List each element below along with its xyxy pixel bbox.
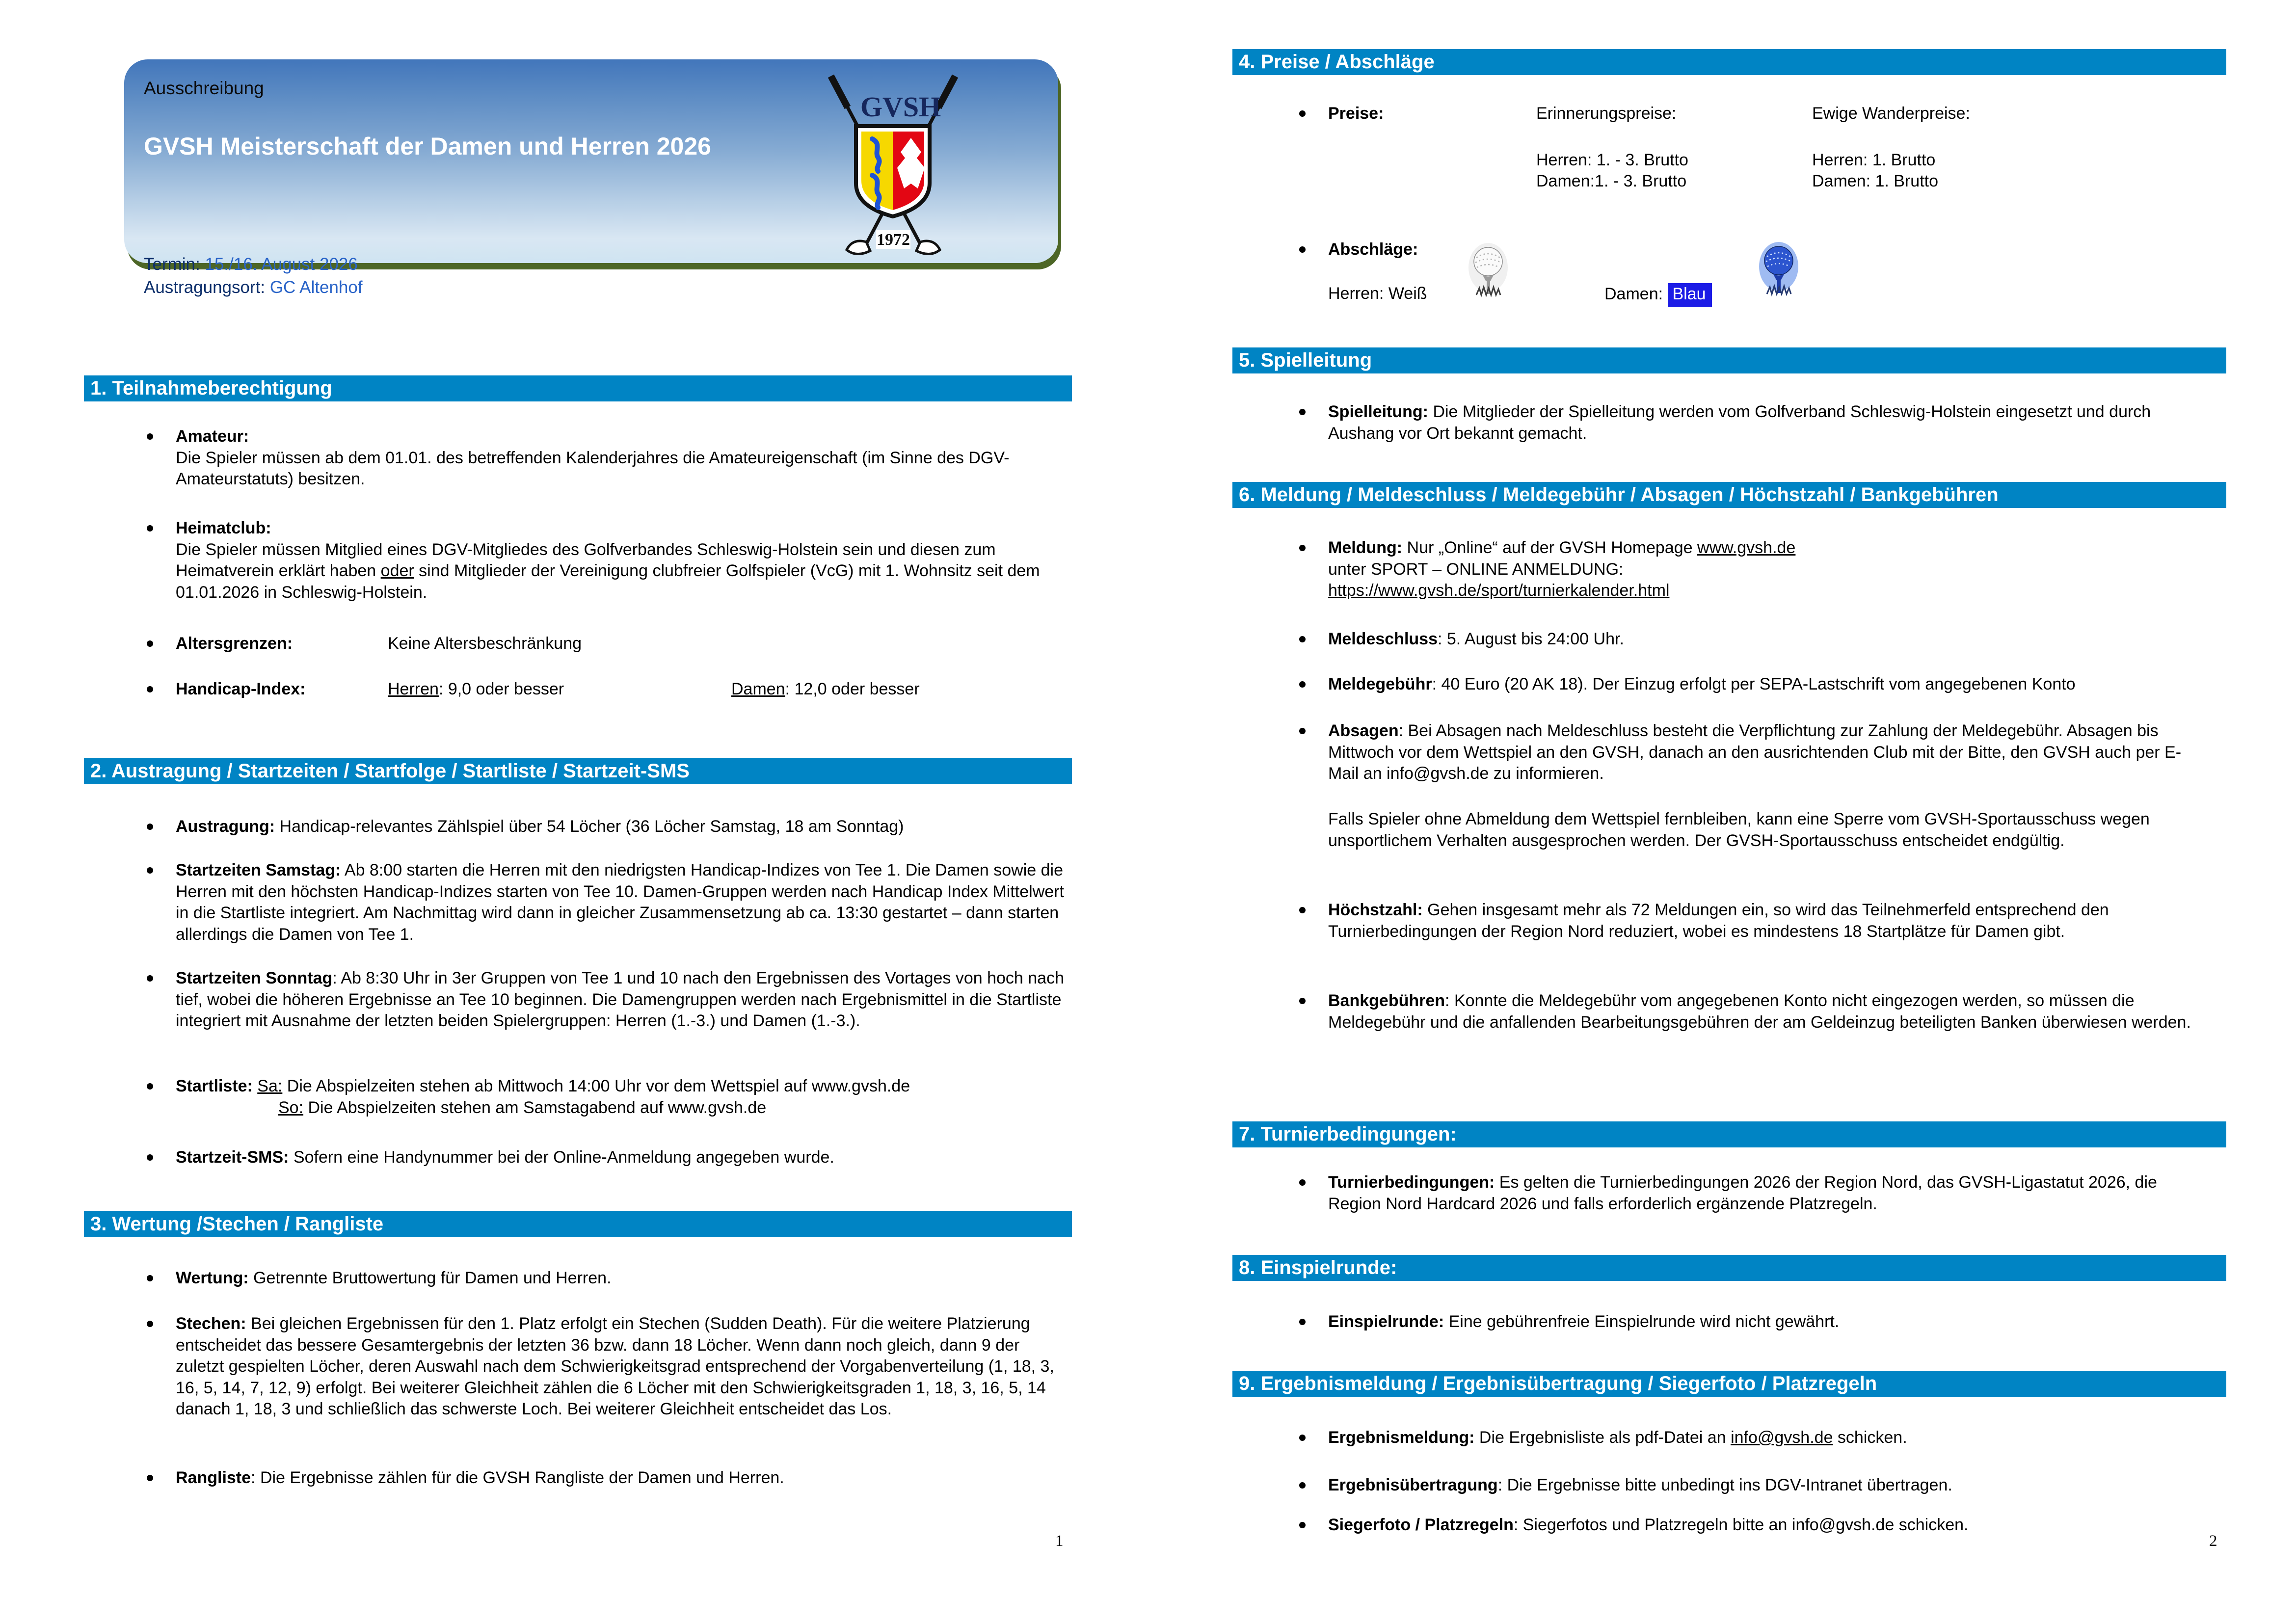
bullet-text: : Bei Absagen nach Meldeschluss besteht die Verpflichtung zur Zahlung der Meldegebühr. Absagen bis Mittwoch vor dem Wettspiel an den GVSH, danach an den ausrichtenden Club mit der Bitte, den GVSH auch per E-Mail an info@gvsh.de zu informieren. [1328,721,2182,783]
section-header-3: 3. Wertung /Stechen / Rangliste [84,1211,1072,1237]
bullet-text: : Die Ergebnisse bitte unbedingt ins DGV-Intranet übertragen. [1497,1476,1952,1494]
golf-ball-tee-blue-icon [1753,241,1805,301]
section-header-5: 5. Spielleitung [1232,347,2226,373]
turnierkalender-link[interactable]: https://www.gvsh.de/sport/turnierkalender.html [1328,581,1670,600]
bullet-meldeschluss [1328,629,2212,650]
bullet-text: Die Mitglieder der Spielleitung werden vom Golfverband Schleswig-Holstein eingesetzt und durch Aushang vor Ort bekannt gemacht. [1328,402,2151,443]
meldung-line-1 [1328,537,2212,559]
text-segment: : 12,0 oder besser [785,680,920,698]
erinnerung-damen: Damen:1. - 3. Brutto [1536,172,1687,190]
bullet-label: Abschläge: [1328,240,1418,259]
bullet-text: : Ab 8:30 Uhr in 3er Gruppen von Tee 1 und 10 nach den Ergebnissen des Vortages von hoch nach tief, wobei die höheren Ergebnisse an Tee 10 beginnen. Die Damengruppen werden nach Ergebnismittel in die Startliste integriert mit Ausnahme der letzten beiden Spielergruppen: Herren (1.-3.) und Damen (1.-3.). [176,969,1065,1030]
erinnerung-herren: Herren: 1. - 3. Brutto [1536,151,1688,169]
bullet-label: Absagen [1328,721,1399,740]
bullet-ergebnisuebertragung [1328,1475,2212,1496]
bullet-label: Rangliste [176,1468,251,1487]
startliste-line-so [176,1097,1065,1119]
bullet-amateur [176,426,1065,490]
text-segment: Nur „Online“ auf der GVSH Homepage [1402,538,1698,557]
section-header-7: 7. Turnierbedingungen: [1232,1121,2226,1147]
bullet-startzeiten-sonntag [176,968,1065,1032]
bullet-spielleitung [1328,401,2212,444]
bullet-text [176,539,1065,604]
bullet-text: Gehen insgesamt mehr als 72 Meldungen ein, so wird das Teilnehmerfeld entsprechend den Turnierbedingungen der Region Nord reduziert, wobei es mindestens 18 Startplätze für Damen gibt. [1328,901,2109,941]
bullet-label: Ergebnismeldung: [1328,1428,1475,1447]
document-title: GVSH Meisterschaft der Damen und Herren 2026 [144,133,711,160]
bullet-label: Stechen: [176,1314,246,1333]
text-segment: Die Spieler müssen Mitglied eines DGV-Mitgliedes des Golfverbandes Schleswig-Holstein sein und diesen zum Heimatverein erklärt haben [176,540,996,580]
bullet-stechen [176,1313,1065,1420]
golf-ball-tee-white-icon [1463,242,1514,302]
section-header-2: 2. Austragung / Startzeiten / Startfolge / Startliste / Startzeit-SMS [84,758,1072,784]
section-header-8: 8. Einspielrunde: [1232,1255,2226,1281]
bullet-label: Amateur: [176,427,249,446]
bullet-text: : Die Ergebnisse zählen für die GVSH Rangliste der Damen und Herren. [251,1468,784,1487]
austragungsort-line [144,278,363,297]
banner-eyebrow: Ausschreibung [144,78,264,98]
bullet-label: Siegerfoto / Platzregeln [1328,1516,1514,1534]
bullet-label: Höchstzahl: [1328,901,1423,919]
bullet-label: Preise: [1328,104,1384,123]
bullet-text: : 40 Euro (20 AK 18). Der Einzug erfolgt per SEPA-Lastschrift vom angegebenen Konto [1432,675,2076,693]
bullet-startzeiten-samstag [176,860,1065,945]
bullet-bankgebuehren [1328,990,2212,1033]
bullet-text: Bei gleichen Ergebnissen für den 1. Platz erfolgt ein Stechen (Sudden Death). Für die weitere Platzierung entscheidet das bessere Gesamtergebnis der letzten 36 bzw. dann 18 Löcher. Wenn dann noch gleich, dann 9 der zuletzt gespielten Löcher, deren Auswahl nach dem Schwierigkeitsgrad entsprechend der Vorgabenverteilung (1, 18, 3, 16, 5, 14, 7, 12, 9) erfolgt. Bei weiterer Gleichheit zählen die 6 Löcher mit den Schwierigkeitsgraden 1, 18, 3, 16, 5, 14 danach 1, 18, 3 und schließlich das schwerste Loch. Bei weiterer Gleichheit entscheidet das Los. [176,1314,1054,1418]
bullet-label: Ergebnisübertragung [1328,1476,1498,1494]
termin-line [144,255,358,274]
bullet-preise [1328,103,2212,260]
bullet-absagen [1328,720,2212,785]
bullet-startliste [176,1076,1065,1118]
bullet-meldung [1328,537,2212,602]
section-header-9: 9. Ergebnismeldung / Ergebnisübertragung / Siegerfoto / Platzregeln [1232,1371,2226,1397]
bullet-label: Bankgebühren [1328,991,1445,1010]
section-header-6: 6. Meldung / Meldeschluss / Meldegebühr / Absagen / Höchstzahl / Bankgebühren [1232,482,2226,508]
bullet-text: Eine gebührenfreie Einspielrunde wird nicht gewährt. [1444,1312,1840,1331]
bullet-label: Turnierbedingungen: [1328,1173,1495,1192]
alters-value: Keine Altersbeschränkung [388,634,582,653]
termin-value: 15./16. August 2026 [200,255,358,274]
austragungsort-value: GC Altenhof [265,278,363,297]
homepage-link[interactable]: www.gvsh.de [1697,538,1796,557]
austragungsort-label: Austragungsort: [144,278,266,297]
bullet-label: Spielleitung: [1328,402,1428,421]
bullet-text: Handicap-relevantes Zählspiel über 54 Löcher (36 Löcher Samstag, 18 am Sonntag) [275,817,904,836]
email-link[interactable]: info@gvsh.de [1731,1428,1833,1447]
bullet-label: Wertung: [176,1269,249,1287]
col-wanderpreise: Ewige Wanderpreise: [1812,104,1970,123]
bullet-startzeit-sms [176,1147,1065,1169]
bullet-label: Startzeit-SMS: [176,1148,289,1167]
bullet-label: Einspielrunde: [1328,1312,1444,1331]
bullet-siegerfoto-platzregeln [1328,1515,2212,1536]
bullet-label: Meldegebühr [1328,675,1432,693]
bullet-rangliste [176,1467,1065,1489]
damen-tee-color-badge: Blau [1668,283,1712,307]
bullet-text: : Konnte die Meldegebühr vom angegebenen Konto nicht eingezogen werden, so müssen die Meldegebühr und die anfallenden Bearbeitungsgebühren der am Geldeinzug beteiligten Banken überwiesen werden. [1328,991,2191,1032]
page-number: 1 [1055,1532,1064,1550]
svg-text:GVSH: GVSH [860,91,941,123]
text-segment: : 9,0 oder besser [438,680,564,698]
wander-damen: Damen: 1. Brutto [1812,172,1939,190]
section-header-1: 1. Teilnahmeberechtigung [84,375,1072,401]
startliste-line-sa [176,1076,1065,1097]
hcp-herren [388,679,564,700]
bullet-einspielrunde [1328,1311,2212,1333]
col-erinnerungspreise: Erinnerungspreise: [1536,104,1677,123]
svg-text:1972: 1972 [877,231,910,249]
bullet-label: Austragung: [176,817,275,836]
underlined-word: Herren [388,680,439,698]
underlined-word: oder [380,561,414,580]
bullet-hoechstzahl [1328,900,2212,942]
text-segment: Damen: [1604,285,1668,303]
bullet-text: Sofern eine Handynummer bei der Online-Anmeldung angegeben wurde. [289,1148,834,1167]
termin-label: Termin: [144,255,200,274]
bullet-label: Meldung: [1328,538,1403,557]
bullet-label: Altersgrenzen: [176,634,293,653]
text-segment: Die Ergebnisliste als pdf-Datei an [1474,1428,1731,1447]
bullet-label: Startliste: [176,1077,258,1095]
bullet-label: Heimatclub: [176,519,271,537]
wander-herren: Herren: 1. Brutto [1812,151,1936,169]
underlined-word: Damen [731,680,785,698]
bullet-meldegebuehr [1328,674,2212,695]
underlined-word: So: [278,1098,304,1117]
bullet-text: Es gelten die Turnierbedingungen 2026 der Region Nord, das GVSH-Ligastatut 2026, die Region Nord Hardcard 2026 und falls erforderlich ergänzende Platzregeln. [1328,1173,2157,1213]
bullet-turnierbedingungen [1328,1172,2212,1215]
page-number: 2 [2209,1532,2217,1550]
abschlag-herren: Herren: Weiß [1328,284,1427,303]
bullet-label: Startzeiten Samstag: [176,861,341,879]
bullet-label: Meldeschluss [1328,630,1438,648]
bullet-label: Handicap-Index: [176,680,306,698]
bullet-altersgrenzen [176,633,1065,655]
bullet-text: : Siegerfotos und Platzregeln bitte an info@gvsh.de schicken. [1513,1516,1969,1534]
title-banner [124,59,1058,297]
bullet-ergebnismeldung [1328,1427,2212,1449]
paragraph-sperre: Falls Spieler ohne Abmeldung dem Wettspiel fernbleiben, kann eine Sperre vom GVSH-Sportausschuss wegen unsportlichem Verhalten ausgesprochen werden. Der GVSH-Sportausschuss entscheidet endgültig. [1328,810,2150,850]
meldung-line-2: unter SPORT – ONLINE ANMELDUNG: [1328,559,1624,579]
page-2 [1148,0,2296,1623]
bullet-wertung [176,1268,1065,1289]
underlined-word: Sa: [257,1077,283,1095]
abschlag-damen [1604,283,1712,307]
text-segment: Die Abspielzeiten stehen ab Mittwoch 14:00 Uhr vor dem Wettspiel auf www.gvsh.de [282,1077,910,1095]
bullet-text: : 5. August bis 24:00 Uhr. [1437,630,1624,648]
bullet-handicap-index [176,679,1065,700]
bullet-heimatclub [176,518,1065,603]
text-segment: Die Abspielzeiten stehen am Samstagabend auf www.gvsh.de [303,1098,767,1117]
bullet-abschlaege [1328,239,2212,352]
hcp-damen [731,679,920,700]
gvsh-crest-icon [814,71,972,255]
bullet-austragung [176,816,1065,838]
bullet-text: Die Spieler müssen ab dem 01.01. des betreffenden Kalenderjahres die Amateureigenschaft (im Sinne des DGV-Amateurstatuts) besitzen. [176,448,1010,488]
text-segment: schicken. [1833,1428,1907,1447]
text-segment: sind Mitglieder der Vereinigung clubfreier Golfspieler (VcG) mit 1. Wohnsitz seit dem 01.01.2026 in Schleswig-Holstein. [176,561,1040,602]
section-header-4: 4. Preise / Abschläge [1232,49,2226,75]
bullet-text: Ab 8:00 starten die Herren mit den niedrigsten Handicap-Indizes von Tee 1. Die Damen sowie die Herren mit den höchsten Handicap-Indizes starten von Tee 10. Damen-Gruppen werden nach Handicap Index Mittelwert in die Startliste integriert. Am Nachmittag wird dann in gleicher Zusammensetzung ab ca. 13:30 gestartet – dann starten allerdings die Damen von Tee 1. [176,861,1064,944]
bullet-label: Startzeiten Sonntag [176,969,333,987]
bullet-text: Getrennte Bruttowertung für Damen und Herren. [248,1269,612,1287]
